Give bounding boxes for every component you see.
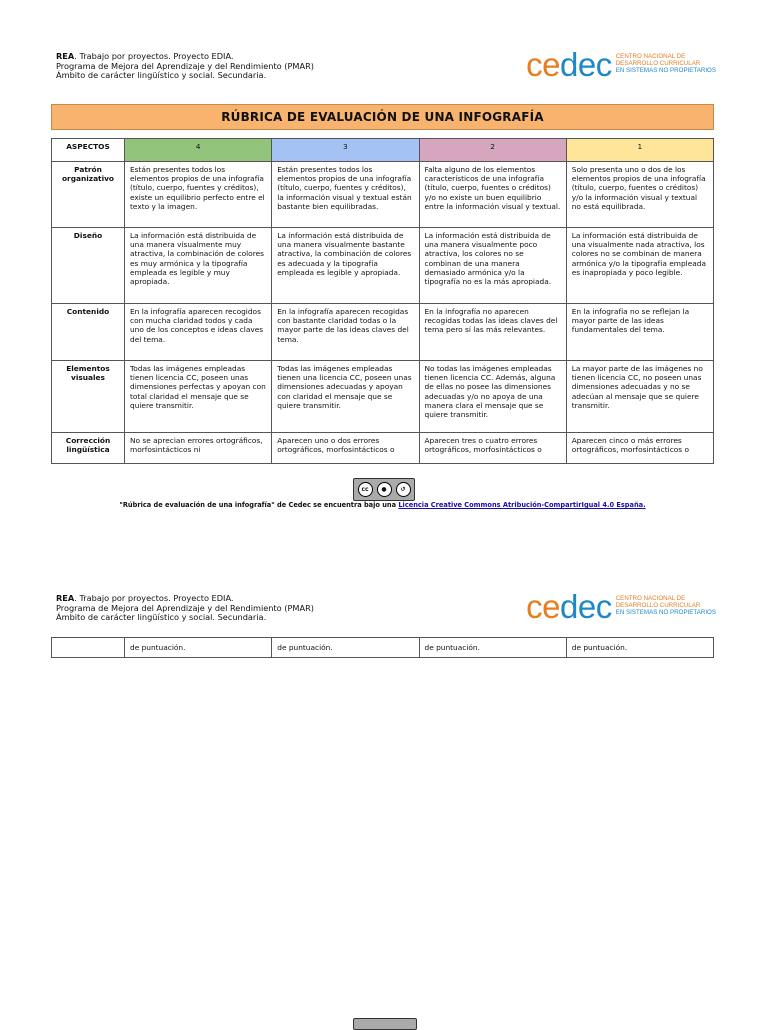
table-row xyxy=(52,228,714,304)
logo-sub-line: CENTRO NACIONAL DE xyxy=(615,53,686,60)
rubric-cell: de puntuación. xyxy=(419,638,566,658)
page-header xyxy=(56,588,716,632)
rubric-cell: No todas las imágenes empleadas tienen licencia CC. Además, alguna de ellas no posee las dimensiones adecuadas y/o no apoya de una manera clara el mensaje que se quiere transmitir. xyxy=(419,361,566,433)
rubric-cell: No se aprecian errores ortográficos, morfosintácticos ni xyxy=(125,433,272,464)
logo-wordmark: cedec xyxy=(526,46,612,83)
header-text xyxy=(56,594,314,623)
logo-subtitle xyxy=(616,595,716,616)
rubric-cell: de puntuación. xyxy=(272,638,419,658)
rubric-cell: Todas las imágenes empleadas tienen una licencia CC, poseen unas dimensiones adecuadas y apoyan con claridad el mensaje que se quiere transmitir. xyxy=(272,361,419,433)
rubric-cell: Aparecen tres o cuatro errores ortográficos, morfosintácticos o xyxy=(419,433,566,464)
header-line2: Programa de Mejora del Aprendizaje y del Rendimiento (PMAR) xyxy=(56,60,314,71)
rubric-cell: En la infografía no se reflejan la mayor parte de las ideas fundamentales del tema. xyxy=(566,304,713,361)
logo-sub-line: DESARROLLO CURRICULAR xyxy=(615,602,701,609)
logo-sub-line: DESARROLLO CURRICULAR xyxy=(615,60,701,67)
license-note xyxy=(51,501,714,509)
cc-badge-partial xyxy=(353,1018,417,1030)
column-header-level-2: 2 xyxy=(419,139,566,162)
logo-wordmark: cedec xyxy=(526,588,612,625)
table-row xyxy=(52,304,714,361)
logo-sub-line: EN SISTEMAS NO PROPIETARIOS xyxy=(615,67,716,74)
rubric-cell: En la infografía aparecen recogidos con mucha claridad todos y cada uno de los conceptos e ideas claves del tema. xyxy=(125,304,272,361)
table-row xyxy=(52,433,714,464)
rubric-cell: Aparecen uno o dos errores ortográficos, morfosintácticos o xyxy=(272,433,419,464)
sa-icon: ↺ xyxy=(396,482,411,497)
column-header-aspects: ASPECTOS xyxy=(52,139,125,162)
header-line1: . Trabajo por proyectos. Proyecto EDIA. xyxy=(74,593,234,603)
header-line3: Ámbito de carácter lingüístico y social. Secundaria. xyxy=(56,612,267,623)
column-header-level-4: 4 xyxy=(125,139,272,162)
table-row xyxy=(52,162,714,228)
logo-sub-line: CENTRO NACIONAL DE xyxy=(615,595,686,602)
logo-subtitle xyxy=(616,53,716,74)
header-text xyxy=(56,52,314,81)
rubric-cell: Están presentes todos los elementos propios de una infografía (título, cuerpo, fuentes y créditos), existe un equilibrio perfecto entre el texto y la imagen. xyxy=(125,162,272,228)
rubric-cell: En la infografía aparecen recogidas con bastante claridad todas o la mayor parte de las ideas claves del tema. xyxy=(272,304,419,361)
by-icon: ● xyxy=(377,482,392,497)
aspect-label: Diseño xyxy=(52,228,125,304)
license-text: "Rúbrica de evaluación de una infografía" de Cedec se encuentra bajo una xyxy=(119,501,399,509)
cedec-logo xyxy=(526,46,716,83)
aspect-label: Corrección lingüística xyxy=(52,433,125,464)
table-row xyxy=(52,361,714,433)
cc-by-sa-badge[interactable] xyxy=(353,478,415,501)
table-row xyxy=(52,638,714,658)
rubric-title: RÚBRICA DE EVALUACIÓN DE UNA INFOGRAFÍA xyxy=(51,104,714,130)
header-line2: Programa de Mejora del Aprendizaje y del Rendimiento (PMAR) xyxy=(56,602,314,613)
header-line1: . Trabajo por proyectos. Proyecto EDIA. xyxy=(74,51,234,61)
rubric-cell: Falta alguno de los elementos característicos de una infografía (título, cuerpo, fuentes o créditos) y/o no existe un buen equilibrio entre la información visual y textual. xyxy=(419,162,566,228)
rubric-cell: En la infografía no aparecen recogidas todas las ideas claves del tema pero sí las más relevantes. xyxy=(419,304,566,361)
license-link[interactable]: Licencia Creative Commons Atribución-CompartirIgual 4.0 España. xyxy=(398,501,646,509)
header-line3: Ámbito de carácter lingüístico y social. Secundaria. xyxy=(56,70,267,81)
rubric-cell: Solo presenta uno o dos de los elementos propios de una infografía (título, cuerpo, fuentes o créditos) y/o la información visual y textual no está equilibrada. xyxy=(566,162,713,228)
rubric-cell: La información está distribuida de una visualmente nada atractiva, los colores no se combinan de manera armónica y/o la tipografía empleada es inapropiada y poco legible. xyxy=(566,228,713,304)
rubric-cell: de puntuación. xyxy=(125,638,272,658)
page-header xyxy=(56,46,716,90)
rubric-cell: de puntuación. xyxy=(566,638,713,658)
column-header-level-1: 1 xyxy=(566,139,713,162)
cedec-logo xyxy=(526,588,716,625)
rubric-cell: Están presentes todos los elementos propios de una infografía (título, cuerpo, fuentes y créditos), la información visual y textual están bastante bien equilibradas. xyxy=(272,162,419,228)
table-header-row xyxy=(52,139,714,162)
aspect-label: Elementos visuales xyxy=(52,361,125,433)
rubric-table-continuation xyxy=(51,637,714,658)
rubric-table xyxy=(51,138,714,464)
aspect-label xyxy=(52,638,125,658)
header-rea: REA xyxy=(56,51,75,61)
rubric-cell: La información está distribuida de una manera visualmente bastante atractiva, la combinación de colores es adecuada y la tipografía empleada es legible y apropiada. xyxy=(272,228,419,304)
rubric-cell: La mayor parte de las imágenes no tienen licencia CC, no poseen unas dimensiones adecuadas y no se adecúan al mensaje que se quiere transmitir. xyxy=(566,361,713,433)
rubric-cell: Todas las imágenes empleadas tienen licencia CC, poseen unas dimensiones perfectas y apoyan con total claridad el mensaje que se quiere transmitir. xyxy=(125,361,272,433)
cc-icon: cc xyxy=(358,482,373,497)
column-header-level-3: 3 xyxy=(272,139,419,162)
logo-sub-line: EN SISTEMAS NO PROPIETARIOS xyxy=(615,609,716,616)
aspect-label: Patrón organizativo xyxy=(52,162,125,228)
rubric-cell: La información está distribuida de una manera visualmente muy atractiva, la combinación de colores es muy armónica y la tipografía empleada es legible y muy apropiada. xyxy=(125,228,272,304)
aspect-label: Contenido xyxy=(52,304,125,361)
rubric-cell: Aparecen cinco o más errores ortográficos, morfosintácticos o xyxy=(566,433,713,464)
rubric-cell: La información está distribuida de una manera visualmente poco atractiva, los colores no se combinan de una manera demasiado armónica y/o la tipografía no es la más apropiada. xyxy=(419,228,566,304)
header-rea: REA xyxy=(56,593,75,603)
